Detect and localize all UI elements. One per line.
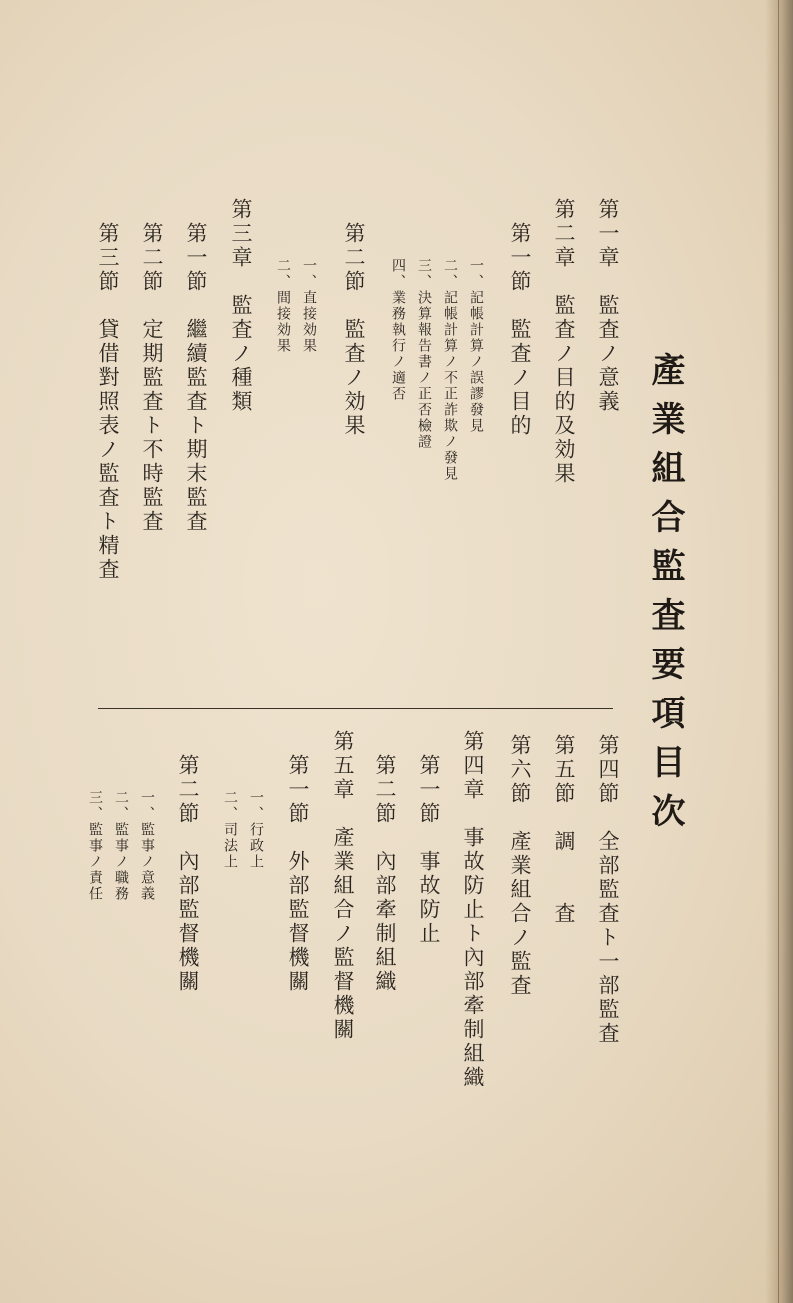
toc-entry-chapter-1: 第一章 監査ノ意義 (596, 198, 620, 414)
toc-subentry-5: 一、直接効果 (301, 258, 317, 354)
toc-entry-chapter-4: 第四章 事故防止ト內部牽制組織 (461, 730, 485, 1090)
toc-entry-ch3-section-1: 第一節 繼續監査ト期末監査 (184, 222, 208, 534)
toc-entry-ch2-section-2: 第二節 監査ノ効果 (342, 222, 366, 438)
document-title: 產業組合監査要項目次 (645, 352, 685, 842)
toc-subentry-7: 一、行政上 (248, 790, 264, 870)
toc-entry-ch4-section-1: 第一節 事故防止 (417, 754, 441, 946)
toc-entry-ch3-section-6: 第六節 產業組合ノ監査 (508, 734, 532, 998)
toc-subentry-8: 二、司法上 (222, 790, 238, 870)
toc-subentry-11: 三、監事ノ責任 (87, 790, 103, 902)
page-edge-shadow (765, 0, 793, 1303)
toc-entry-ch3-section-4: 第四節 全部監査ト一部監査 (596, 734, 620, 1046)
section-divider (98, 708, 613, 709)
toc-entry-chapter-3: 第三章 監査ノ種類 (229, 198, 253, 414)
toc-subentry-3: 三、決算報告書ノ正否檢證 (416, 258, 432, 450)
toc-entry-ch4-section-2: 第二節 內部牽制組織 (373, 754, 397, 994)
toc-subentry-10: 二、監事ノ職務 (113, 790, 129, 902)
toc-subentry-4: 四、業務執行ノ適否 (390, 258, 406, 402)
page-edge-line (778, 0, 779, 1303)
toc-entry-ch3-section-3: 第三節 貸借對照表ノ監査ト精査 (96, 222, 120, 582)
toc-entry-chapter-2: 第二章 監査ノ目的及効果 (552, 198, 576, 486)
toc-entry-ch3-section-2: 第二節 定期監査ト不時監査 (140, 222, 164, 534)
toc-entry-chapter-5: 第五章 產業組合ノ監督機關 (331, 730, 355, 1042)
toc-entry-ch5-section-1: 第一節 外部監督機關 (286, 754, 310, 994)
toc-entry-ch2-section-1: 第一節 監査ノ目的 (508, 222, 532, 438)
toc-entry-ch3-section-5: 第五節 調 査 (552, 734, 576, 926)
toc-subentry-9: 一、監事ノ意義 (139, 790, 155, 902)
toc-subentry-2: 二、記帳計算ノ不正詐欺ノ發見 (442, 258, 458, 482)
toc-subentry-1: 一、記帳計算ノ誤謬發見 (468, 258, 484, 434)
toc-entry-ch5-section-2: 第二節 內部監督機關 (176, 754, 200, 994)
toc-subentry-6: 二、間接効果 (275, 258, 291, 354)
